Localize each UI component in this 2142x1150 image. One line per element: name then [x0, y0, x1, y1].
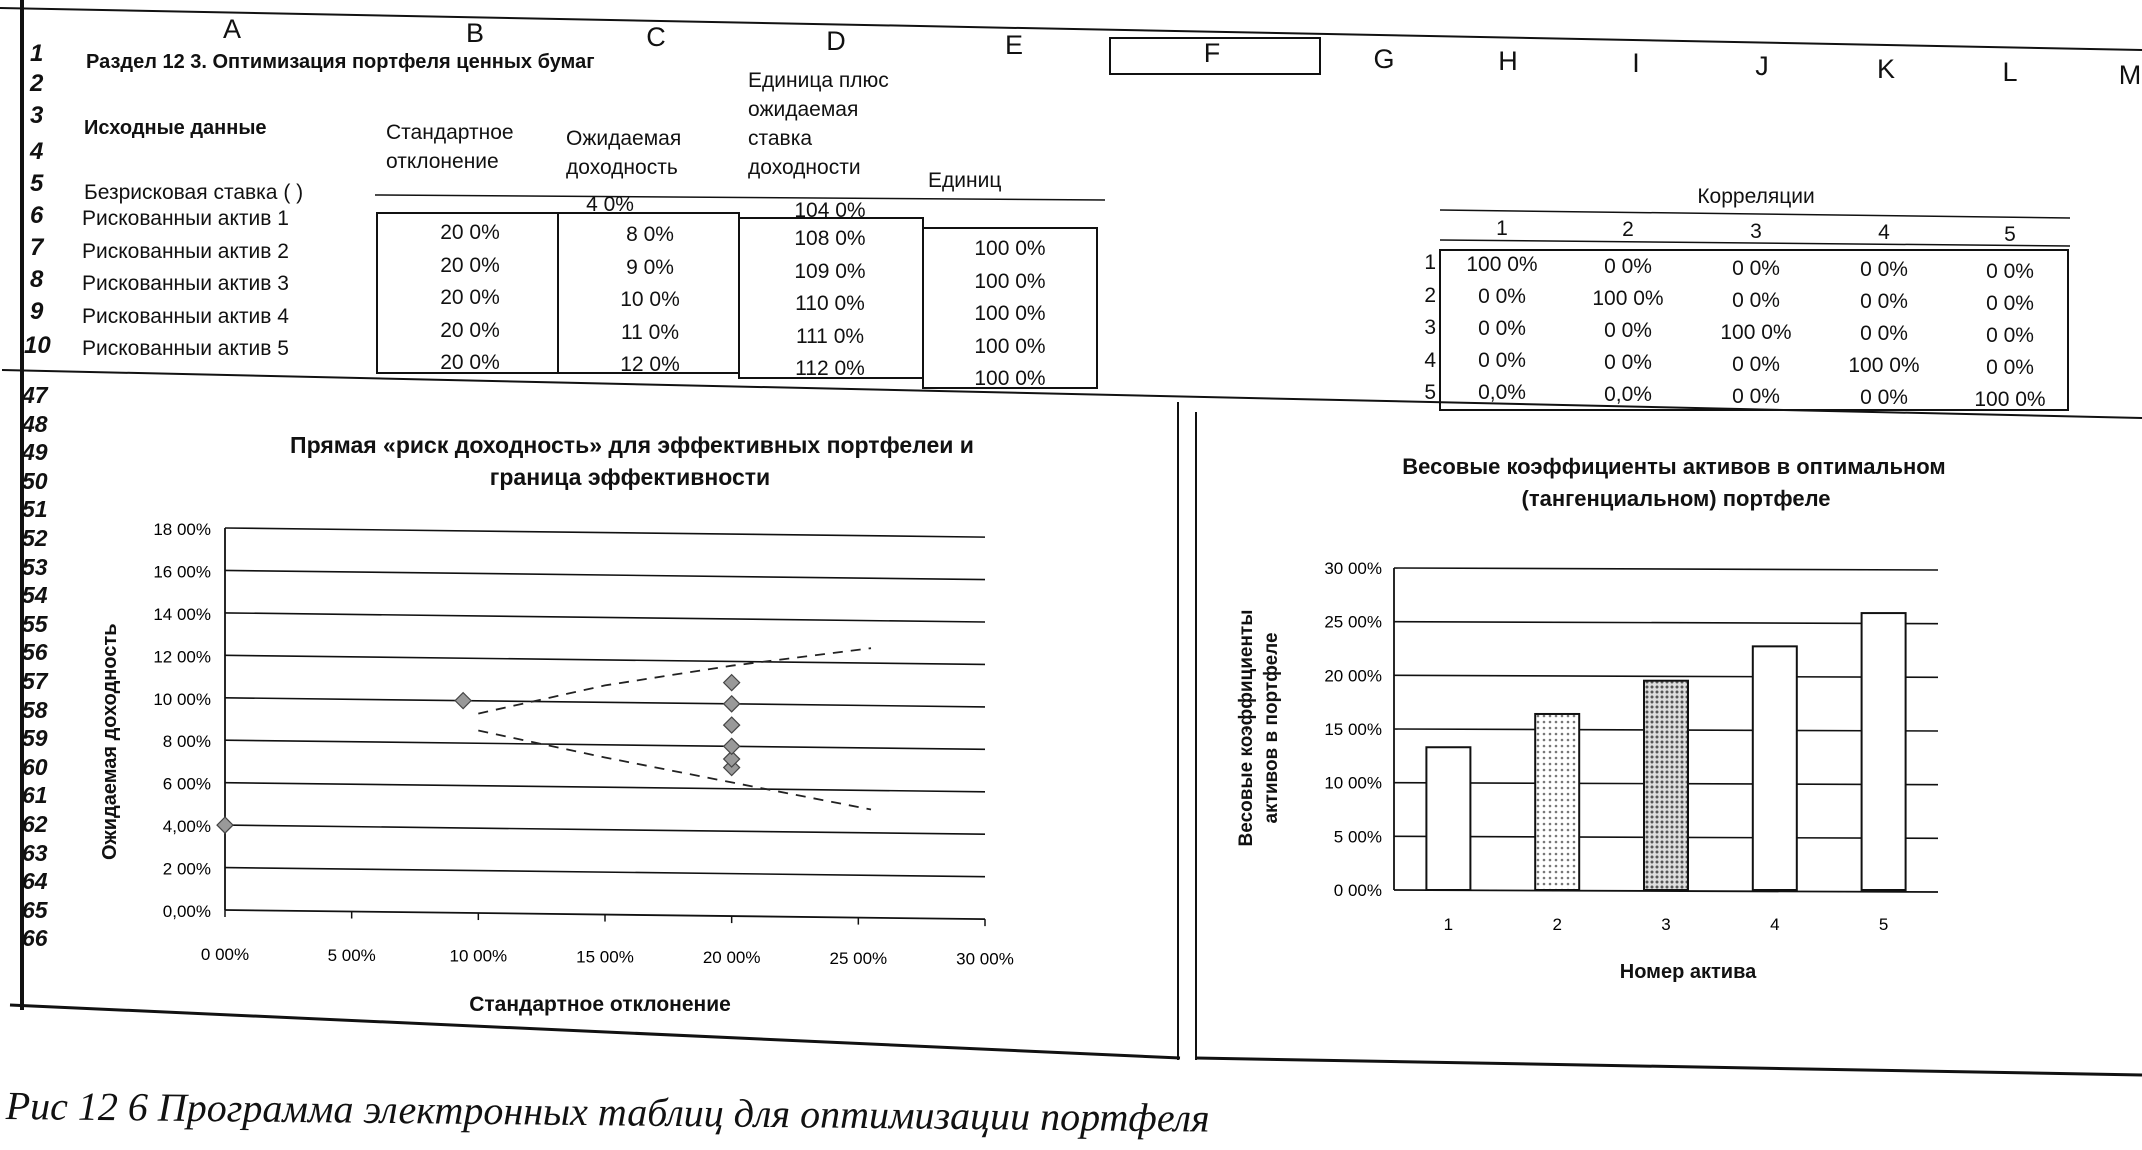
chart2-gridline: [1394, 675, 1938, 677]
riskfree-exp[interactable]: 4 0%: [586, 193, 634, 216]
chart1-ylabel: Ожидаемая доходность: [99, 623, 121, 860]
asset-4-label[interactable]: Рискованныи актив 4: [82, 304, 289, 328]
row-header-2[interactable]: 2: [30, 70, 44, 97]
corr-cell-4-4[interactable]: 100 0%: [1848, 354, 1920, 378]
chart2-xtick: 5: [1878, 915, 1889, 934]
chart1-ytick: 14 00%: [153, 604, 211, 624]
chart2-title-line2: (тангенциальном) портфеле: [1521, 486, 1831, 511]
row-header-5[interactable]: 5: [30, 170, 44, 197]
row-header-61[interactable]: 61: [22, 782, 48, 809]
corr-row-header-4[interactable]: 4: [1424, 348, 1436, 372]
chart2-xtick: 1: [1443, 915, 1454, 934]
chart1-ytick: 4,00%: [162, 817, 211, 837]
corr-title[interactable]: Корреляции: [1697, 185, 1815, 208]
row-header-57[interactable]: 57: [22, 668, 48, 694]
asset-2-plus[interactable]: 109 0%: [794, 259, 866, 283]
chart2-ytick: 20 00%: [1324, 666, 1382, 686]
chart1-ytick: 10 00%: [153, 689, 211, 709]
riskfree-label[interactable]: Безрисковая ставка ( ): [84, 181, 304, 204]
corr-cell-3-4[interactable]: 0 0%: [1860, 322, 1908, 346]
row-header-1[interactable]: 1: [30, 40, 44, 67]
asset-1-std[interactable]: 20 0%: [440, 221, 500, 244]
corr-cell-1-5[interactable]: 0 0%: [1986, 260, 2034, 284]
corr-cell-1-4[interactable]: 0 0%: [1860, 258, 1908, 282]
asset-2-label[interactable]: Рискованныи актив 2: [82, 239, 289, 263]
row-header-59[interactable]: 59: [22, 725, 48, 752]
asset-3-std[interactable]: 20 0%: [440, 286, 500, 309]
row-header-48[interactable]: 48: [22, 410, 48, 437]
asset-4-exp[interactable]: 11 0%: [621, 320, 679, 344]
asset-3-plus[interactable]: 110 0%: [795, 292, 865, 315]
col-header-j[interactable]: J: [1755, 51, 1769, 81]
asset-5-unit[interactable]: 100 0%: [974, 367, 1046, 390]
corr-col-header-3[interactable]: 3: [1750, 219, 1762, 243]
corr-cell-3-3[interactable]: 100 0%: [1720, 320, 1792, 344]
chart2-xtick: 4: [1770, 915, 1780, 934]
corr-cell-4-3[interactable]: 0 0%: [1732, 352, 1780, 376]
chart1-ytick: 18 00%: [153, 520, 211, 539]
header-plus[interactable]: Единица плюс ожидаемая ставка доходности: [748, 69, 889, 179]
chart2-bar-1: [1426, 747, 1470, 890]
chart2-bar-3: [1644, 681, 1688, 890]
row-header-58[interactable]: 58: [22, 696, 48, 723]
chart1-xtick: 5 00%: [327, 945, 376, 965]
col-header-b[interactable]: B: [465, 18, 485, 48]
corr-cell-2-3[interactable]: 0 0%: [1732, 288, 1780, 312]
chart2-title-line1: Весовые коэффициенты активов в оптимальном: [1402, 454, 1946, 479]
col-header-a[interactable]: A: [222, 14, 242, 44]
chart2-bar-4: [1753, 646, 1797, 890]
header-exp[interactable]: Ожидаемая доходность: [566, 127, 682, 179]
col-header-h[interactable]: H: [1498, 46, 1518, 76]
corr-cell-5-5[interactable]: 100 0%: [1974, 388, 2046, 412]
corr-row-header-2[interactable]: 2: [1424, 283, 1436, 307]
asset-3-exp[interactable]: 10 0%: [620, 288, 680, 311]
chart1-ytick: 6 00%: [162, 774, 211, 794]
chart2-ytick: 5 00%: [1333, 827, 1382, 847]
header-std[interactable]: Стандартное отклонение: [386, 121, 514, 173]
chart1-xtick: 10 00%: [449, 946, 508, 966]
asset-3-unit[interactable]: 100 0%: [974, 302, 1046, 325]
row-header-65[interactable]: 65: [22, 896, 48, 923]
chart1-xtick: 15 00%: [576, 947, 634, 967]
corr-col-header-4[interactable]: 4: [1878, 221, 1890, 245]
chart1-ytick: 0,00%: [162, 902, 211, 921]
chart1-ytick: 16 00%: [153, 562, 211, 582]
asset-4-plus[interactable]: 111 0%: [795, 324, 865, 348]
corr-cell-2-2[interactable]: 100 0%: [1592, 286, 1664, 310]
col-header-e[interactable]: E: [1004, 30, 1024, 60]
asset-4-unit[interactable]: 100 0%: [974, 334, 1046, 358]
corr-cell-5-3[interactable]: 0 0%: [1732, 384, 1780, 408]
row-header-4[interactable]: 4: [30, 138, 44, 165]
col-header-l[interactable]: L: [2002, 57, 2018, 87]
chart2-gridline: [1394, 568, 1938, 570]
chart2-ylabel: Весовые коэффициенты активов в портфеле: [1236, 609, 1282, 847]
col-header-m[interactable]: M: [2118, 60, 2142, 90]
corr-cell-5-2[interactable]: 0,0%: [1604, 382, 1652, 406]
asset-2-exp[interactable]: 9 0%: [626, 255, 674, 279]
corr-cell-2-5[interactable]: 0 0%: [1986, 292, 2034, 316]
corr-cell-4-2[interactable]: 0 0%: [1604, 350, 1652, 374]
row-header-49[interactable]: 49: [22, 439, 48, 466]
col-header-i[interactable]: I: [1632, 48, 1640, 78]
asset-3-label[interactable]: Рискованныи актив 3: [82, 272, 289, 295]
row-header-63[interactable]: 63: [22, 839, 48, 866]
row-header-53[interactable]: 53: [22, 553, 48, 580]
chart1-xtick: 20 00%: [702, 948, 761, 968]
chart2-ytick: 15 00%: [1324, 720, 1382, 739]
asset-4-std[interactable]: 20 0%: [440, 318, 500, 342]
row-header-50[interactable]: 50: [22, 467, 48, 494]
chart2-bar-5: [1862, 613, 1906, 890]
corr-cell-3-2[interactable]: 0 0%: [1604, 318, 1652, 342]
chart1-ytick: 8 00%: [162, 732, 211, 752]
row-header-9[interactable]: 9: [30, 298, 44, 325]
corr-cell-1-1[interactable]: 100 0%: [1466, 253, 1538, 276]
chart2-gridline: [1394, 622, 1938, 624]
corr-cell-1-2[interactable]: 0 0%: [1604, 254, 1652, 278]
asset-1-unit[interactable]: 100 0%: [974, 237, 1046, 260]
corr-cell-2-4[interactable]: 0 0%: [1860, 290, 1908, 314]
chart2-plot: [1324, 559, 1938, 934]
asset-5-exp[interactable]: 12 0%: [620, 353, 680, 376]
asset-1-plus[interactable]: 108 0%: [794, 227, 866, 250]
corr-row-header-5[interactable]: 5: [1424, 381, 1436, 405]
row-header-47[interactable]: 47: [22, 382, 48, 408]
corr-cell-3-5[interactable]: 0 0%: [1986, 324, 2034, 348]
corr-cell-4-5[interactable]: 0 0%: [1986, 356, 2034, 380]
row-header-54[interactable]: 54: [22, 582, 48, 609]
corr-cell-5-4[interactable]: 0 0%: [1860, 386, 1908, 410]
row-header-7[interactable]: 7: [30, 234, 44, 261]
chart1-title-line2: граница эффективности: [489, 464, 771, 490]
chart1-xtick: 25 00%: [829, 948, 888, 968]
row-header-55[interactable]: 55: [22, 610, 48, 637]
row-header-3[interactable]: 3: [30, 102, 44, 129]
chart1-ytick: 2 00%: [162, 859, 211, 879]
riskfree-plus[interactable]: 104 0%: [794, 199, 866, 222]
row-header-51[interactable]: 51: [22, 496, 48, 523]
chart2-ytick: 10 00%: [1324, 773, 1382, 793]
chart2-bar-2: [1535, 714, 1579, 890]
row-header-64[interactable]: 64: [22, 868, 48, 895]
chart2-ytick: 30 00%: [1324, 559, 1382, 578]
figure-caption: Рис 12 6 Программа электронных таблиц для оптимизации портфеля: [5, 1083, 1210, 1141]
chart2-xlabel: Номер актива: [1619, 961, 1757, 983]
corr-col-header-2[interactable]: 2: [1622, 218, 1634, 242]
chart1-xlabel: Стандартное отклонение: [469, 993, 731, 1016]
chart1-title-line1: Прямая «риск доходность» для эффективных портфелеи и: [290, 432, 974, 458]
row-header-6[interactable]: 6: [30, 202, 44, 229]
row-header-8[interactable]: 8: [30, 266, 44, 293]
col-header-f[interactable]: F: [1203, 38, 1221, 68]
corr-row-header-1[interactable]: 1: [1424, 251, 1436, 274]
asset-5-plus[interactable]: 112 0%: [795, 357, 865, 380]
corr-cell-3-1[interactable]: 0 0%: [1478, 317, 1526, 340]
corr-cell-5-1[interactable]: 0,0%: [1478, 381, 1526, 404]
row-header-56[interactable]: 56: [22, 639, 48, 666]
chart1-ytick: 12 00%: [153, 647, 211, 667]
asset-5-label[interactable]: Рискованныи актив 5: [82, 337, 289, 360]
asset-2-std[interactable]: 20 0%: [440, 253, 500, 277]
corr-cell-1-3[interactable]: 0 0%: [1732, 256, 1780, 280]
chart2-ytick: 25 00%: [1324, 612, 1382, 632]
col-header-k[interactable]: K: [1876, 54, 1896, 84]
asset-2-unit[interactable]: 100 0%: [974, 269, 1046, 293]
asset-1-exp[interactable]: 8 0%: [626, 223, 674, 246]
corr-row-header-3[interactable]: 3: [1424, 316, 1436, 340]
chart1-xtick: 30 00%: [956, 949, 1014, 969]
row-header-10[interactable]: 10: [24, 332, 51, 359]
corr-col-header-1[interactable]: 1: [1496, 217, 1508, 240]
sheet-title[interactable]: Раздел 12 3. Оптимизация портфеля ценных бумаг: [86, 51, 595, 73]
col-header-d[interactable]: D: [826, 26, 846, 56]
corr-cell-4-1[interactable]: 0 0%: [1478, 349, 1526, 372]
chart1-xtick: 0 00%: [200, 945, 250, 964]
asset-5-std[interactable]: 20 0%: [440, 351, 500, 374]
col-header-c[interactable]: C: [646, 22, 666, 52]
row-header-62[interactable]: 62: [22, 811, 48, 837]
chart2-ytick: 0 00%: [1333, 881, 1382, 900]
row-header-66[interactable]: 66: [22, 925, 48, 952]
row-header-60[interactable]: 60: [22, 753, 48, 780]
corr-col-header-5[interactable]: 5: [2004, 222, 2016, 246]
corr-cell-2-1[interactable]: 0 0%: [1478, 285, 1526, 308]
col-header-g[interactable]: G: [1373, 44, 1395, 74]
header-unit[interactable]: Единиц: [928, 169, 1002, 192]
chart2-xtick: 3: [1661, 915, 1671, 934]
chart2-xtick: 2: [1552, 915, 1562, 934]
row-header-52[interactable]: 52: [22, 525, 48, 551]
asset-1-label[interactable]: Рискованныи актив 1: [82, 207, 289, 230]
section-label[interactable]: Исходные данные: [84, 117, 267, 139]
